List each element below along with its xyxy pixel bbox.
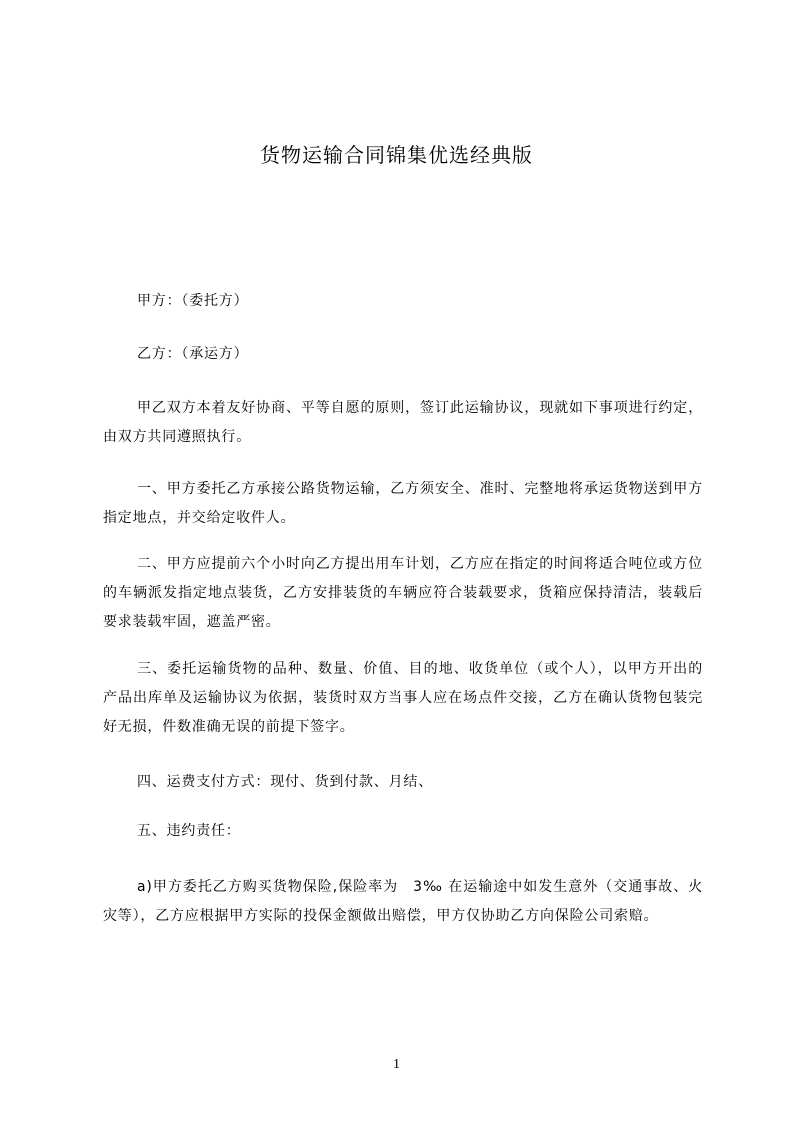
clause-5-heading: 五、违约责任： [137,823,241,839]
clause-2-paragraph: 二、甲方应提前六个小时向乙方提出用车计划，乙方应在指定的时间将适合吨位或方位的车辆派发指定地点装货，乙方安排装货的车辆应符合装载要求，货箱应保持清洁，装载后要求装载牢固，遮盖严密。 [103,556,703,630]
clause-3-paragraph: 三、委托运输货物的品种、数量、价值、目的地、收货单位（或个人），以甲方开出的产品出库单及运输协议为依据，装货时双方当事人应在场点件交接，乙方在确认货物包装完好无损，件数准确无误的前提下签字。 [103,661,703,735]
party-a-line: 甲方：（委托方） [137,293,249,309]
clause-4-paragraph: 四、运费支付方式：现付、货到付款、月结、 [137,774,433,790]
intro-paragraph: 甲乙双方本着友好协商、平等自愿的原则，签订此运输协议，现就如下事项进行约定，由双方共同遵照执行。 [103,400,703,445]
page-number: 1 [393,1057,400,1072]
clause-1-paragraph: 一、甲方委托乙方承接公路货物运输，乙方须安全、准时、完整地将承运货物送到甲方指定地点，并交给定收件人。 [103,481,703,526]
clause-5a-paragraph: a)甲方委托乙方购买货物保险,保险率为 3‰ 在运输途中如发生意外（交通事故、火灾等），乙方应根据甲方实际的投保金额做出赔偿，甲方仅协助乙方向保险公司索赔。 [103,879,703,924]
document-title: 货物运输合同锦集优选经典版 [260,143,533,167]
party-b-line: 乙方：（承运方） [137,346,249,362]
